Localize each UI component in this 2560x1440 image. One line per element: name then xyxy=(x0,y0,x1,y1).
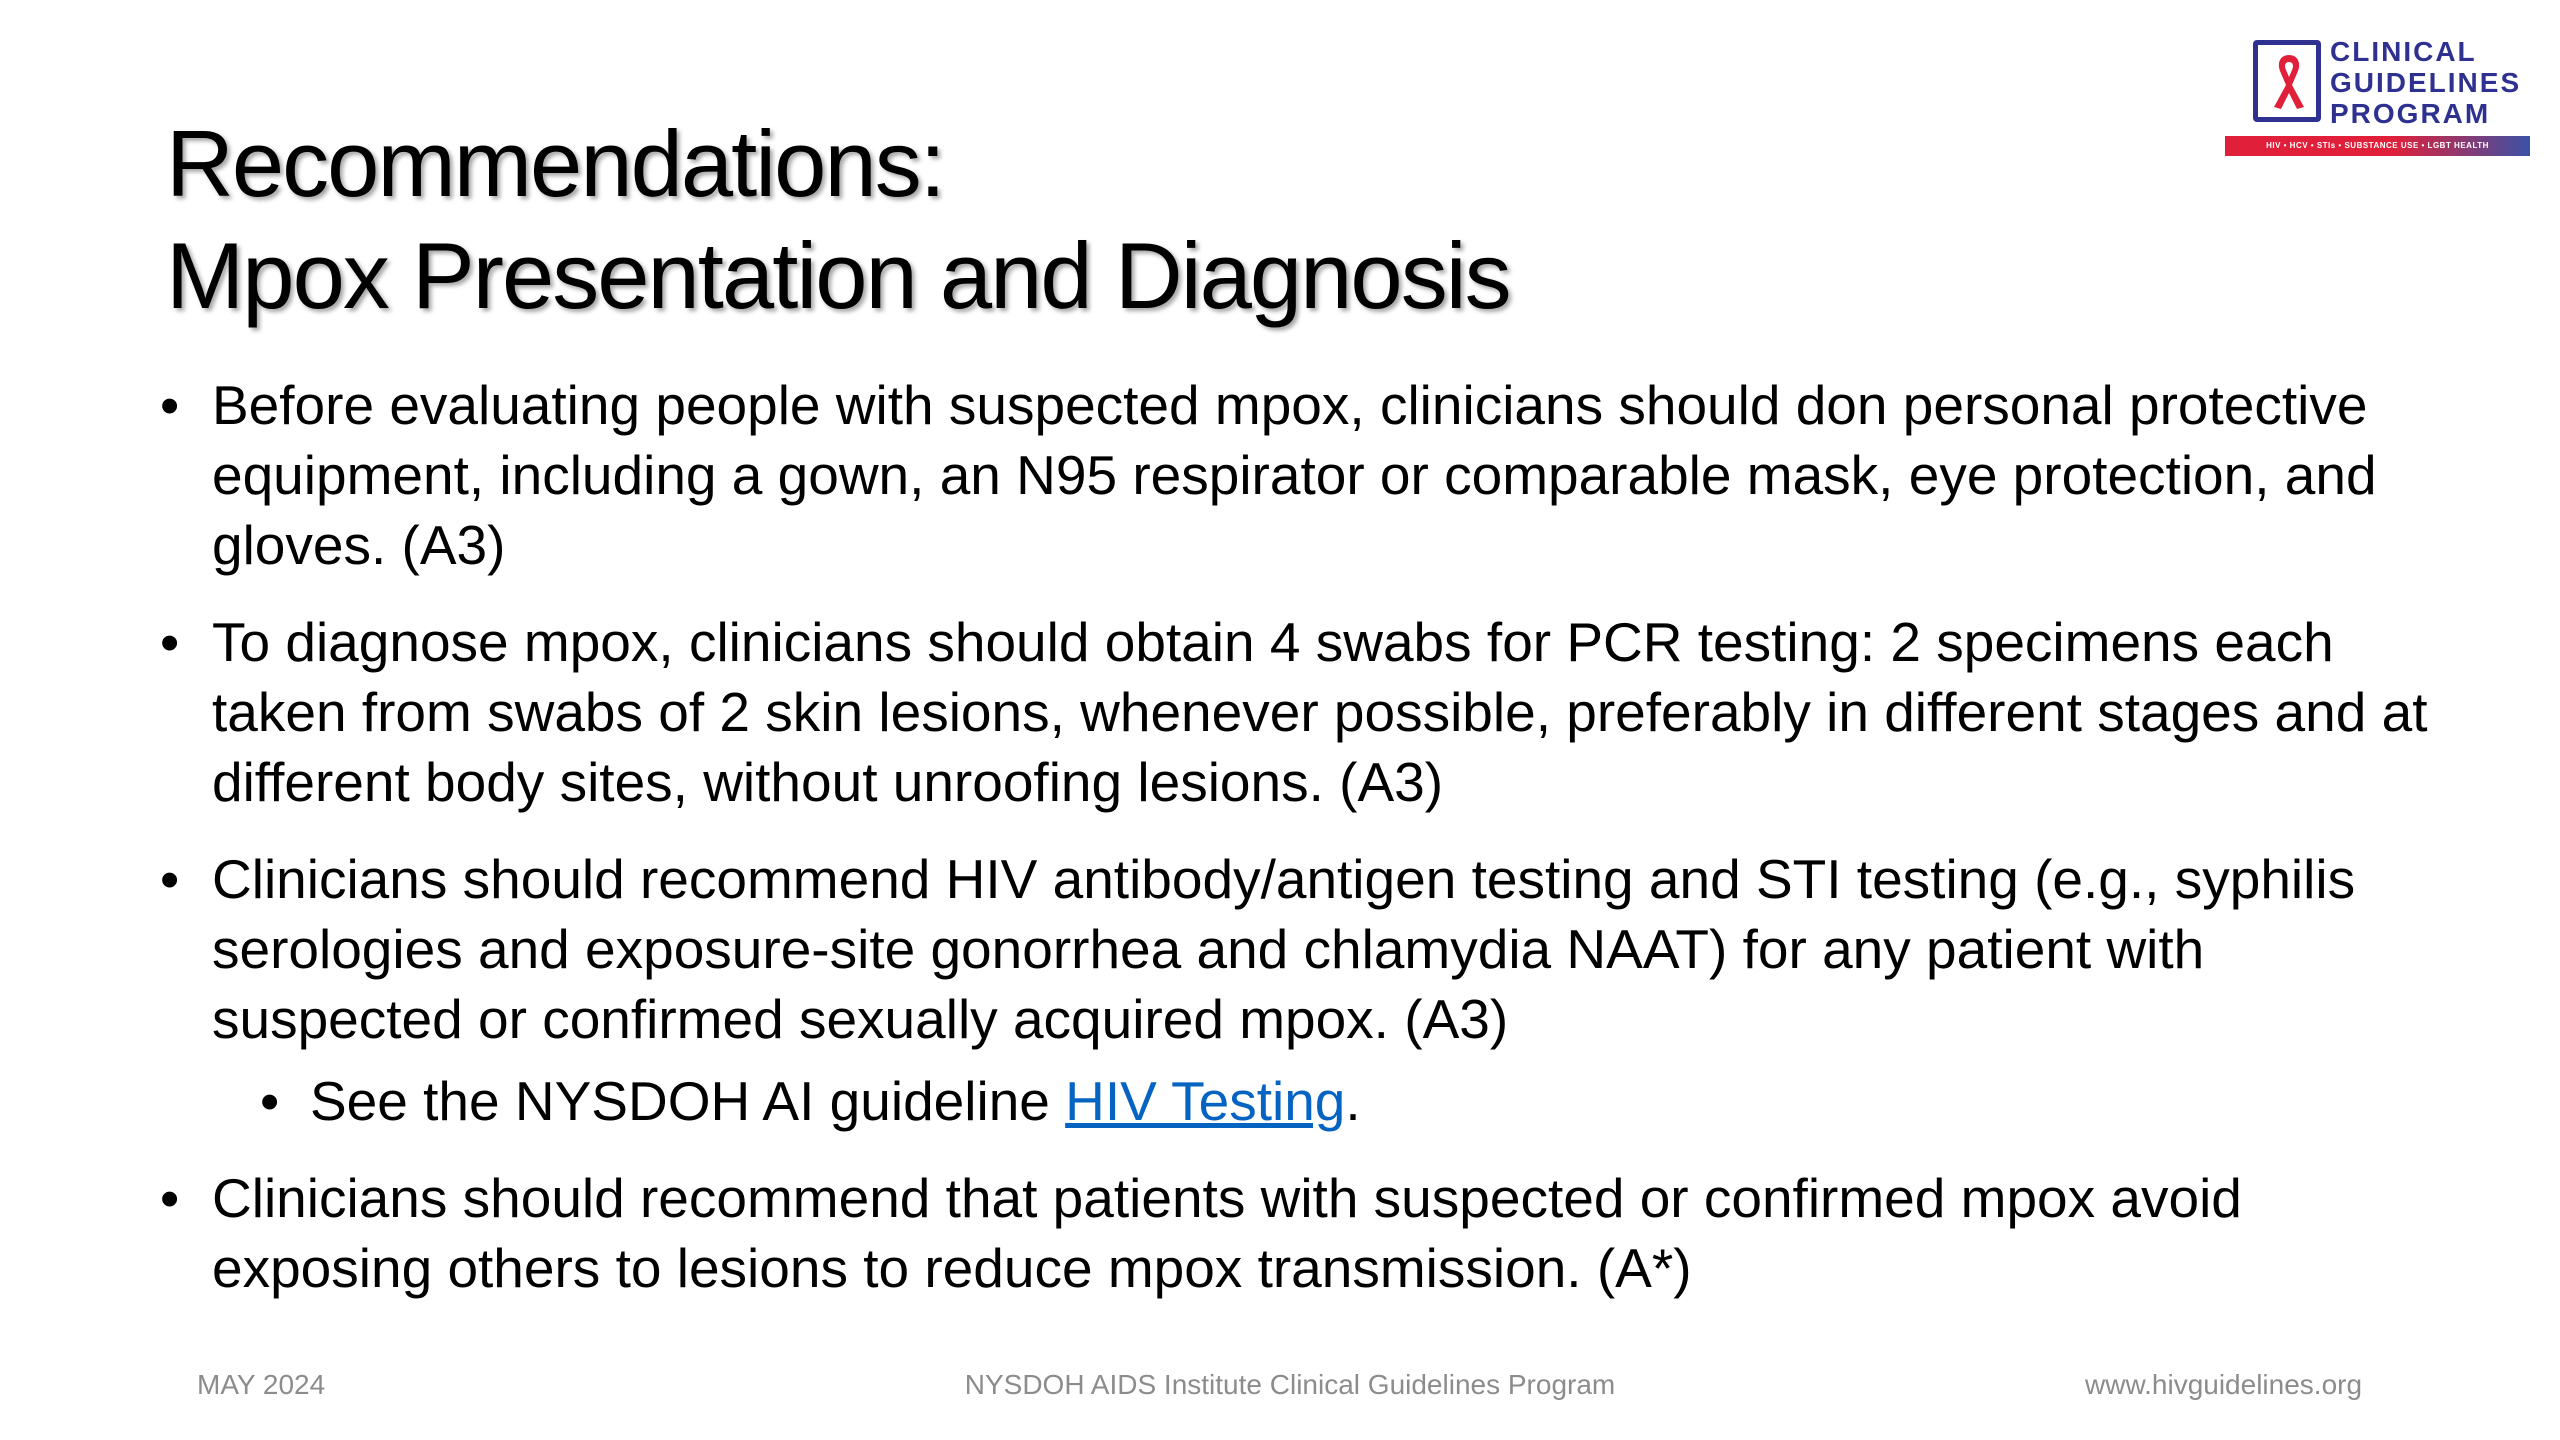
sub-bullet-prefix: See the NYSDOH AI guideline xyxy=(310,1070,1066,1132)
bullet-dot: • xyxy=(160,611,180,673)
logo-wordmark xyxy=(2330,36,2521,129)
sub-bullet-suffix: . xyxy=(1345,1070,1361,1132)
bullet-item xyxy=(160,607,2440,817)
bullet-text: Clinicians should recommend that patients with suspected or confirmed mpox avoid exposing others to lesions to reduce mpox transmission. (A*) xyxy=(212,1167,2242,1299)
bullet-text: Clinicians should recommend HIV antibody/antigen testing and STI testing (e.g., syphilis serologies and exposure-site gonorrhea and chlamydia NAAT) for any patient with suspected or confirmed sexually acquired mpox. (A3) xyxy=(212,848,2356,1050)
bullet-item xyxy=(160,370,2440,580)
logo-tagline-bar: HIV • HCV • STIs • SUBSTANCE USE • LGBT HEALTH xyxy=(2225,136,2530,156)
bullet-dot: • xyxy=(160,848,180,910)
title-line-2: Mpox Presentation and Diagnosis xyxy=(166,223,1510,328)
footer-date: MAY 2024 xyxy=(197,1369,326,1400)
footer-url: www.hivguidelines.org xyxy=(2085,1369,2363,1400)
clinical-guidelines-program-logo xyxy=(2225,36,2530,160)
bullet-list xyxy=(160,370,2440,1330)
sub-bullet-item xyxy=(160,1066,2440,1136)
footer-program: NYSDOH AIDS Institute Clinical Guidelines Program xyxy=(964,1369,1616,1400)
bullet-dot: • xyxy=(160,1167,180,1229)
bullet-item xyxy=(160,1163,2440,1303)
logo-line-3: PROGRAM xyxy=(2330,98,2491,129)
sub-bullet-dot: • xyxy=(260,1070,280,1132)
bullet-dot: • xyxy=(160,374,180,436)
logo-line-1: CLINICAL xyxy=(2330,36,2477,67)
bullet-text: To diagnose mpox, clinicians should obtain 4 swabs for PCR testing: 2 specimens each taken from swabs of 2 skin lesions, whenever possible, preferably in different stages and at different body sites, without unroofing lesions. (A3) xyxy=(212,611,2428,813)
logo-line-2: GUIDELINES xyxy=(2330,67,2522,98)
slide-title xyxy=(166,108,2166,332)
bullet-text: Before evaluating people with suspected mpox, clinicians should don personal protective equipment, including a gown, an N95 respirator or comparable mask, eye protection, and gloves. (A3) xyxy=(212,374,2377,576)
title-line-1: Recommendations: xyxy=(166,111,944,216)
hiv-testing-link[interactable]: HIV Testing xyxy=(1065,1070,1346,1132)
bullet-item xyxy=(160,844,2440,1054)
logo-emblem xyxy=(2253,40,2321,122)
red-ribbon-icon xyxy=(2264,51,2314,113)
